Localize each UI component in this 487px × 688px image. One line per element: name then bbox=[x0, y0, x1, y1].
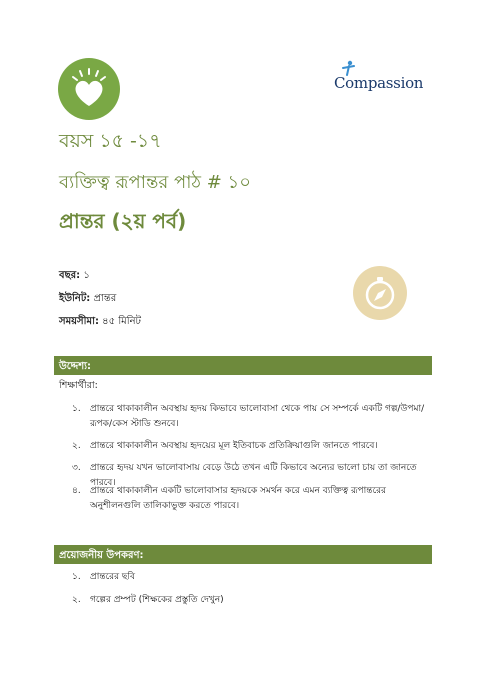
material-number: ১. bbox=[72, 572, 81, 582]
meta-time bbox=[59, 314, 141, 331]
compass-icon bbox=[353, 266, 407, 320]
objective-number: ৪. bbox=[72, 486, 81, 496]
objective-number: ২. bbox=[72, 441, 81, 451]
heart-badge bbox=[58, 58, 120, 120]
lesson-heading: ব্যক্তিত্ব রূপান্তর পাঠ # ১০ bbox=[59, 172, 251, 193]
meta-unit-label: ইউনিট: bbox=[59, 293, 91, 304]
meta-time-value: ৪৫ মিনিট bbox=[102, 316, 142, 327]
compassion-logo bbox=[334, 62, 434, 96]
meta-time-label: সময়সীমা: bbox=[59, 316, 99, 327]
topic-title: প্রান্তর (২য় পর্ব) bbox=[59, 209, 187, 233]
objective-text: প্রান্তরে থাকাকালীন অবস্থায় হৃদয়ের মূল ইতিবাচক প্রতিক্রিয়াগুলি জানতে পারবে। bbox=[90, 441, 378, 451]
material-number: ২. bbox=[72, 595, 81, 605]
objective-number: ১. bbox=[72, 404, 81, 414]
objective-text: প্রান্তরে হৃদয় যখন ভালোবাসায় বেড়ে উঠে তখন এটি কিভাবে অন্যের ভালো চায় তা জানতে পারবে। bbox=[90, 463, 417, 488]
age-heading: বয়স ১৫ -১৭ bbox=[59, 130, 162, 152]
objectives-intro: শিক্ষার্থীরা: bbox=[59, 380, 98, 391]
meta-unit-value: প্রান্তর bbox=[93, 293, 117, 304]
material-text: প্রান্তরের ছবি bbox=[90, 572, 135, 582]
objectives-heading: উদ্দেশ্য: bbox=[59, 361, 92, 372]
meta-year-label: বছর: bbox=[59, 270, 81, 281]
meta-unit bbox=[59, 291, 116, 308]
objectives-bar bbox=[54, 356, 432, 375]
meta-year bbox=[59, 268, 90, 285]
logo-text: Compassion bbox=[334, 74, 424, 92]
heart-icon bbox=[58, 58, 120, 120]
objective-text: প্রান্তরে থাকাকালীন একটি ভালোবাসার হৃদয়কে সমর্থন করে এমন ব্যক্তিত্ব রূপান্তরের অনুশীলনগুলি তালিকাভুক্ত করতে পারবে। bbox=[90, 486, 386, 511]
materials-heading: প্রয়োজনীয় উপকরণ: bbox=[59, 550, 144, 561]
materials-bar bbox=[54, 545, 432, 564]
compass-badge bbox=[353, 266, 407, 320]
meta-year-value: ১ bbox=[83, 270, 90, 281]
objective-number: ৩. bbox=[72, 463, 81, 473]
objective-text: প্রান্তরে থাকাকালীন অবস্থায় হৃদয় কিভাবে ভালোবাসা থেকে পায় সে সম্পর্কে একটি গল্প/উপমা/রূপক/কেস স্টাডি শুনবে। bbox=[90, 404, 425, 429]
material-text: গল্পের প্রম্পট (শিক্ষকের প্রস্তুতি দেখুন) bbox=[90, 595, 224, 605]
